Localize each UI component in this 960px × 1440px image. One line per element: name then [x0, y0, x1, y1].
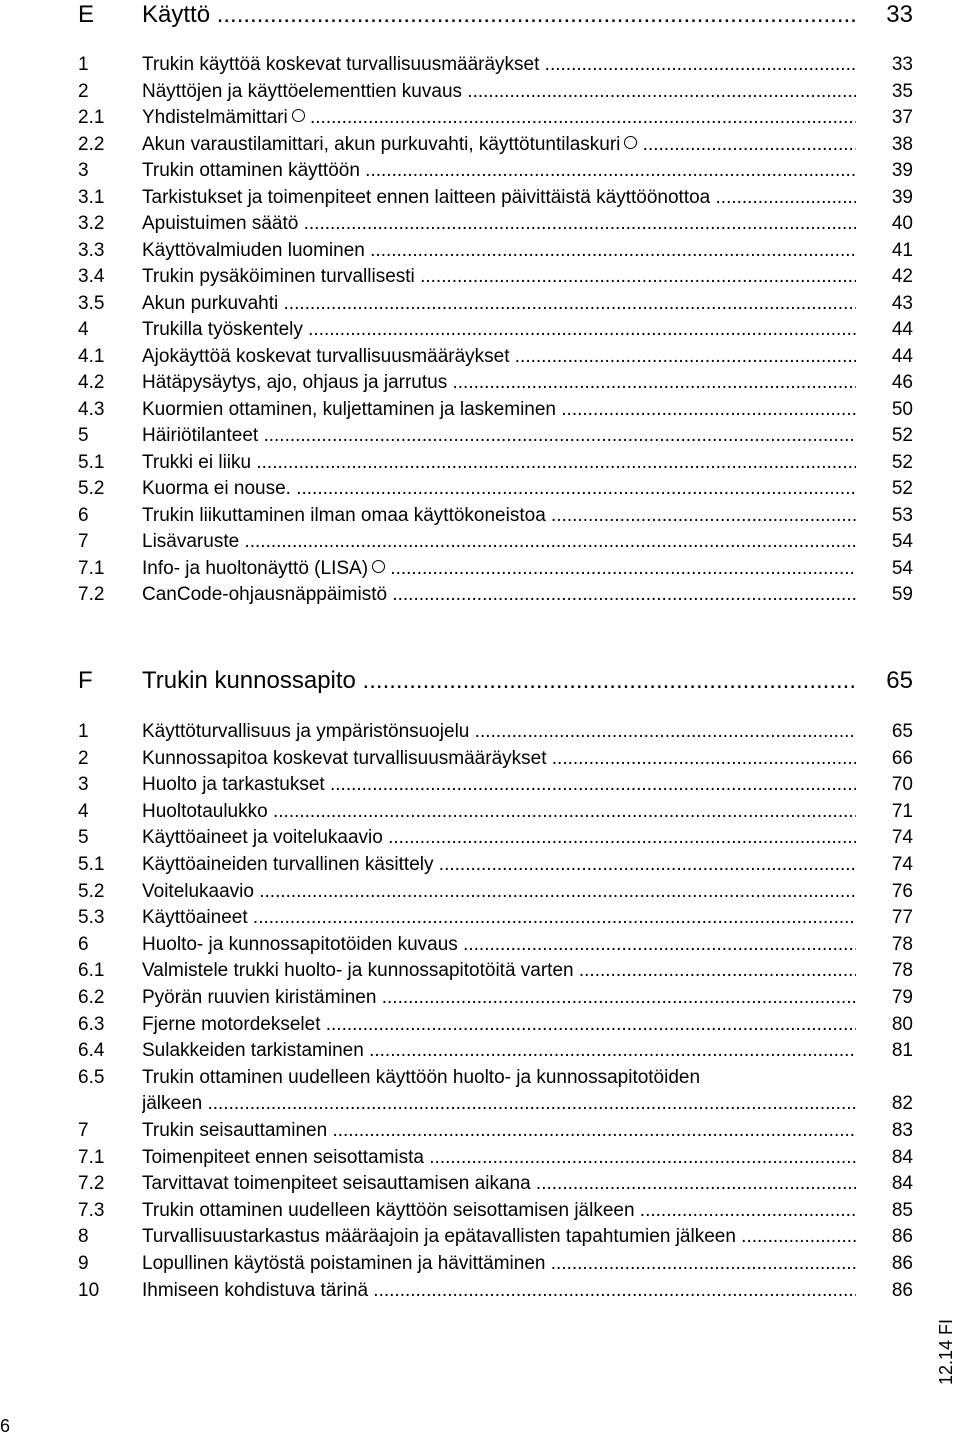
entry-title [142, 291, 856, 317]
entry-number: 2.2 [78, 133, 105, 155]
entry-title [142, 1038, 856, 1064]
toc-entry[interactable] [0, 772, 960, 798]
entry-title [142, 1198, 856, 1224]
entry-title-text: Apuistuimen säätö [142, 213, 299, 234]
entry-number: E [78, 1, 95, 28]
entry-title [142, 52, 856, 78]
entry-title [142, 1012, 856, 1038]
entry-title-text: CanCode-ohjausnäppäimistö [142, 584, 388, 605]
entry-title-text: Turvallisuustarkastus määräajoin ja epätavallisten tapahtumien jälkeen [142, 1226, 736, 1248]
entry-number: 1 [78, 54, 89, 75]
entry-title-text: Voitelukaavio [142, 880, 254, 902]
entry-title-text: Trukin pysäköiminen turvallisesti [142, 266, 415, 287]
page-number: 6 [0, 1416, 11, 1436]
entry-title-text: Pyörän ruuvien kiristäminen [142, 987, 377, 1008]
entry-title-text: Trukin ottaminen uudelleen käyttöön seisottamisen jälkeen [142, 1199, 635, 1221]
entry-title-text: Kuormien ottaminen, kuljettaminen ja laskeminen [142, 398, 556, 420]
option-circle-icon [292, 109, 305, 122]
toc-entry[interactable] [0, 1278, 960, 1304]
toc-entry[interactable] [0, 1012, 960, 1038]
entry-title [142, 1091, 856, 1117]
entry-title-text: Ihmiseen kohdistuva tärinä [142, 1279, 369, 1301]
entry-number: 6.2 [78, 987, 105, 1008]
toc-entry[interactable] [0, 799, 960, 825]
toc-entry[interactable] [0, 423, 960, 449]
toc-entry[interactable] [0, 503, 960, 529]
entry-page: 52 [891, 425, 913, 446]
toc-entry[interactable] [0, 158, 960, 184]
entry-number: 7 [78, 531, 89, 552]
toc-entry[interactable] [0, 52, 960, 78]
entry-title [142, 772, 856, 798]
entry-page: 39 [891, 160, 913, 181]
entry-title-text: Yhdistelmämittari [142, 107, 288, 128]
entry-page: 85 [891, 1199, 913, 1221]
entry-number: 5 [78, 425, 89, 446]
option-circle-icon [372, 560, 385, 573]
entry-number: 6 [78, 504, 89, 526]
entry-page: 78 [891, 933, 913, 955]
entry-page: 54 [891, 557, 913, 579]
entry-number: 9 [78, 1253, 89, 1274]
entry-page: 33 [886, 1, 913, 28]
entry-title-text: Trukin käyttöä koskevat turvallisuusmääräykset [142, 54, 540, 75]
entry-number: 7.2 [78, 584, 105, 605]
entry-page: 80 [891, 1013, 913, 1035]
entry-title-text: Lisävaruste [142, 531, 240, 552]
section-heading[interactable] [0, 666, 960, 696]
toc-entry[interactable] [0, 825, 960, 851]
entry-number: 7.3 [78, 1199, 105, 1221]
entry-number: 10 [78, 1279, 100, 1301]
entry-number: 6.1 [78, 960, 105, 982]
entry-title [142, 344, 856, 370]
entry-title [142, 238, 856, 264]
entry-number: 7.1 [78, 557, 105, 579]
entry-title [142, 211, 856, 237]
toc-entry[interactable] [0, 1145, 960, 1171]
entry-number: 7.1 [78, 1146, 105, 1168]
entry-page: 53 [891, 504, 913, 526]
entry-title [142, 450, 856, 476]
toc-entry[interactable] [0, 1038, 960, 1064]
toc-entry[interactable] [0, 291, 960, 317]
entry-title [142, 932, 856, 958]
entry-title [142, 132, 856, 158]
toc-entry[interactable] [0, 238, 960, 264]
toc-entry[interactable] [0, 264, 960, 290]
entry-title [142, 1224, 856, 1250]
entry-title-text: jälkeen [142, 1093, 203, 1115]
toc-entry[interactable] [0, 1091, 960, 1117]
entry-title [142, 799, 856, 825]
entry-page: 43 [891, 292, 913, 314]
entry-page: 82 [891, 1093, 913, 1115]
entry-number: 5.3 [78, 907, 105, 929]
entry-number: 3.3 [78, 239, 105, 261]
entry-page: 59 [891, 584, 913, 605]
toc-entry[interactable] [0, 719, 960, 745]
entry-title-text: Käyttö [142, 1, 211, 28]
entry-title [142, 879, 856, 905]
entry-title-text: Tarvittavat toimenpiteet seisauttamisen aikana [142, 1173, 531, 1195]
entry-title [142, 985, 856, 1011]
entry-page: 39 [891, 186, 913, 208]
entry-title [142, 825, 856, 851]
entry-number: 4.2 [78, 372, 105, 393]
toc-entry[interactable] [0, 132, 960, 158]
entry-page: 71 [891, 800, 913, 822]
entry-title-text: Lopullinen käytöstä poistaminen ja hävittäminen [142, 1253, 546, 1274]
entry-page: 41 [891, 239, 913, 261]
entry-number: F [78, 667, 93, 694]
entry-title-text: Trukin liikuttaminen ilman omaa käyttökoneistoa [142, 504, 546, 526]
entry-title [142, 476, 856, 502]
toc-entry[interactable] [0, 1198, 960, 1224]
entry-title [142, 1118, 856, 1144]
entry-number: 3 [78, 160, 89, 181]
toc-entry[interactable] [0, 905, 960, 931]
entry-title-text: Toimenpiteet ennen seisottamista [142, 1146, 424, 1168]
entry-page: 50 [891, 398, 913, 420]
entry-title-text: Info- ja huoltonäyttö (LISA) [142, 557, 369, 579]
entry-page: 84 [891, 1146, 913, 1168]
entry-number: 6.5 [78, 1066, 105, 1088]
entry-number: 6.4 [78, 1040, 105, 1062]
entry-title [142, 79, 856, 105]
entry-title [142, 1251, 856, 1277]
toc-entry[interactable] [0, 450, 960, 476]
entry-number: 5.1 [78, 451, 105, 473]
entry-title [142, 746, 856, 772]
entry-page: 86 [891, 1279, 913, 1301]
toc-entry[interactable] [0, 1065, 960, 1091]
entry-title-text: Trukin seisauttaminen [142, 1120, 328, 1141]
entry-page: 74 [891, 854, 913, 875]
entry-title [142, 158, 856, 184]
toc-entry[interactable] [0, 556, 960, 582]
entry-page: 35 [891, 80, 913, 102]
entry-page: 65 [891, 721, 913, 742]
entry-title [142, 105, 856, 131]
entry-number: 2 [78, 747, 89, 769]
entry-page: 37 [891, 107, 913, 128]
toc-entry[interactable] [0, 79, 960, 105]
entry-title [142, 1171, 856, 1197]
entry-number: 3 [78, 774, 89, 796]
entry-title-text: Trukin ottaminen uudelleen käyttöön huolto- ja kunnossapitotöiden [142, 1066, 701, 1088]
entry-page: 70 [891, 774, 913, 796]
entry-number: 8 [78, 1226, 89, 1248]
entry-page: 52 [891, 478, 913, 499]
entry-number: 3.1 [78, 186, 105, 208]
entry-title-text: Trukin kunnossapito [142, 667, 356, 694]
entry-title [142, 423, 856, 449]
entry-title [142, 1278, 856, 1304]
toc-entry[interactable] [0, 529, 960, 555]
entry-title [142, 852, 856, 878]
entry-title [142, 582, 856, 608]
entry-title [142, 1065, 856, 1091]
toc-entry[interactable] [0, 879, 960, 905]
entry-title [142, 1145, 856, 1171]
toc-entry[interactable] [0, 105, 960, 131]
entry-number: 2.1 [78, 107, 105, 128]
entry-page: 38 [891, 133, 913, 155]
entry-page: 65 [886, 667, 913, 694]
entry-page: 52 [891, 451, 913, 473]
toc-entry[interactable] [0, 932, 960, 958]
entry-number: 4.1 [78, 345, 105, 367]
entry-number: 6.3 [78, 1013, 105, 1035]
toc-entry[interactable] [0, 582, 960, 608]
entry-page: 81 [891, 1040, 913, 1062]
entry-title [142, 958, 856, 984]
entry-page: 33 [891, 54, 913, 75]
entry-number: 3.5 [78, 292, 105, 314]
entry-title [142, 905, 856, 931]
entry-number: 5 [78, 827, 89, 849]
toc-entry[interactable] [0, 211, 960, 237]
entry-title [142, 529, 856, 555]
entry-title-text: Trukilla työskentely [142, 319, 303, 340]
entry-number: 3.2 [78, 213, 105, 234]
entry-number: 1 [78, 721, 89, 742]
entry-page: 40 [891, 213, 913, 234]
entry-page: 78 [891, 960, 913, 982]
entry-title [142, 719, 856, 745]
entry-number: 4 [78, 800, 89, 822]
entry-number: 4.3 [78, 398, 105, 420]
entry-title-text: Huolto ja tarkastukset [142, 774, 325, 796]
entry-page: 66 [891, 747, 913, 769]
toc-entry[interactable] [0, 370, 960, 396]
entry-title [142, 397, 856, 423]
entry-title-text: Käyttöaineet ja voitelukaavio [142, 827, 383, 849]
entry-number: 4 [78, 319, 89, 340]
entry-page: 79 [891, 987, 913, 1008]
entry-title-text: Tarkistukset ja toimenpiteet ennen laitteen päivittäistä käyttöönottoa [142, 186, 711, 208]
toc-entry[interactable] [0, 317, 960, 343]
entry-title-text: Fjerne motordekselet [142, 1013, 321, 1035]
entry-title [142, 264, 856, 290]
entry-title-text: Kunnossapitoa koskevat turvallisuusmääräykset [142, 747, 547, 769]
toc-entry[interactable] [0, 1171, 960, 1197]
toc-entry[interactable] [0, 1118, 960, 1144]
entry-title-text: Akun purkuvahti [142, 292, 279, 314]
toc-entry[interactable] [0, 958, 960, 984]
entry-title-text: Hätäpysäytys, ajo, ohjaus ja jarrutus [142, 372, 448, 393]
entry-title-text: Trukki ei liiku [142, 451, 252, 473]
entry-title-text: Huolto- ja kunnossapitotöiden kuvaus [142, 933, 458, 955]
entry-title-text: Käyttöaineet [142, 907, 248, 929]
toc-entry[interactable] [0, 397, 960, 423]
toc-entry[interactable] [0, 185, 960, 211]
entry-number: 5.2 [78, 880, 105, 902]
toc-entry[interactable] [0, 985, 960, 1011]
entry-page: 74 [891, 827, 913, 849]
entry-title [142, 0, 856, 30]
toc-entry[interactable] [0, 1251, 960, 1277]
entry-title-text: Trukin ottaminen käyttöön [142, 160, 360, 181]
entry-title-text: Valmistele trukki huolto- ja kunnossapitotöitä varten [142, 960, 574, 982]
entry-title-text: Huoltotaulukko [142, 800, 268, 822]
option-circle-icon [624, 136, 637, 149]
entry-page: 83 [891, 1120, 913, 1141]
entry-title-text: Kuorma ei nouse. [142, 478, 291, 499]
entry-title-text: Ajokäyttöä koskevat turvallisuusmääräykset [142, 345, 510, 367]
toc-entry[interactable] [0, 344, 960, 370]
entry-page: 86 [891, 1226, 913, 1248]
entry-title-text: Häiriötilanteet [142, 425, 259, 446]
entry-number: 7 [78, 1120, 89, 1141]
entry-title [142, 503, 856, 529]
entry-page: 77 [891, 907, 913, 929]
entry-title-text: Sulakkeiden tarkistaminen [142, 1040, 364, 1062]
entry-title-text: Käyttöturvallisuus ja ympäristönsuojelu [142, 721, 470, 742]
entry-title [142, 666, 856, 696]
entry-page: 84 [891, 1173, 913, 1195]
entry-number: 2 [78, 80, 89, 102]
entry-title-text: Akun varaustilamittari, akun purkuvahti, käyttötuntilaskuri [142, 133, 621, 155]
toc-entry[interactable] [0, 746, 960, 772]
entry-page: 42 [891, 266, 913, 287]
entry-number: 3.4 [78, 266, 105, 287]
toc-entry[interactable] [0, 476, 960, 502]
edition-label: 12.14 FI [936, 1318, 956, 1385]
entry-title [142, 556, 856, 582]
section-heading[interactable] [0, 0, 960, 30]
entry-page: 54 [891, 531, 913, 552]
entry-title-text: Näyttöjen ja käyttöelementtien kuvaus [142, 80, 463, 102]
entry-number: 5.1 [78, 854, 105, 875]
entry-page: 46 [891, 372, 913, 393]
entry-title-text: Käyttöaineiden turvallinen käsittely [142, 854, 434, 875]
entry-title [142, 317, 856, 343]
entry-number: 7.2 [78, 1173, 105, 1195]
toc-entry[interactable] [0, 852, 960, 878]
entry-page: 76 [891, 880, 913, 902]
entry-page: 44 [891, 319, 913, 340]
entry-page: 86 [891, 1253, 913, 1274]
entry-number: 6 [78, 933, 89, 955]
entry-number: 5.2 [78, 478, 105, 499]
entry-title [142, 370, 856, 396]
entry-page: 44 [891, 345, 913, 367]
entry-title [142, 185, 856, 211]
entry-title-text: Käyttövalmiuden luominen [142, 239, 365, 261]
toc-entry[interactable] [0, 1224, 960, 1250]
